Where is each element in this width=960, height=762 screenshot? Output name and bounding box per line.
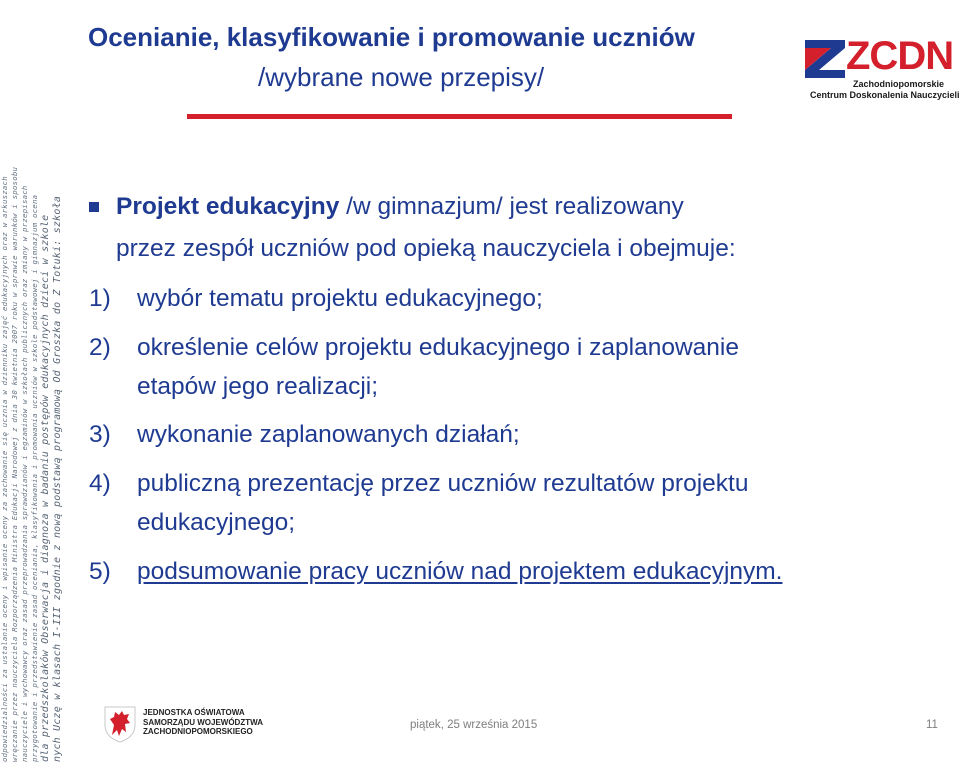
list-item-number: 2)	[89, 334, 111, 361]
footer-org-line: JEDNOSTKA OŚWIATOWA	[143, 708, 245, 717]
list-item-number: 3)	[89, 421, 111, 448]
handwriting-line: nych Uczę w klasach I-III zgodnie z nową podstawą programową Od Groszka do Z Totuki: szkoła	[51, 195, 63, 762]
list-item-number: 4)	[89, 470, 111, 497]
square-bullet-icon	[89, 202, 99, 212]
intro-line-2: przez zespół uczniów pod opieką nauczyciela i obejmuje:	[116, 235, 736, 262]
handwriting-line: wręczanie przez nauczyciela Rozporządzenia Ministra Edukacji Narodowej z dnia 30 kwietnia 2007 roku w sprawie warunków i sposobu	[9, 166, 19, 762]
handwriting-line: odpowiedzialności za ustalanie oceny i wpisanie oceny za zachowanie się ucznia w dzienniku zajęć edukacyjnych oraz w arkuszach	[0, 176, 10, 762]
list-item: wybór tematu projektu edukacyjnego;	[137, 285, 543, 312]
footer-organization	[143, 708, 263, 737]
list-item-number: 5)	[89, 558, 111, 585]
list-item-hyperlink[interactable]: podsumowanie pracy uczniów nad projektem edukacyjnym.	[137, 558, 783, 585]
zcdn-logo-wordmark: ZCDN	[846, 34, 954, 78]
list-item-continuation: etapów jego realizacji;	[137, 373, 379, 400]
slide-title: Ocenianie, klasyfikowanie i promowanie uczniów	[88, 22, 695, 52]
intro-text: /w gimnazjum/ jest realizowany	[339, 193, 684, 220]
zcdn-logo-subtitle-2: Centrum Doskonalenia Nauczycieli	[810, 90, 960, 100]
list-item: wykonanie zaplanowanych działań;	[137, 421, 520, 448]
footer-date: piątek, 25 września 2015	[410, 719, 538, 731]
intro-line-1	[116, 193, 684, 221]
list-item: określenie celów projektu edukacyjnego i zaplanowanie	[137, 334, 739, 361]
handwriting-line: przygotowanie i przedstawienie zasad oceniania, klasyfikowania i promowania uczniów w szkole podstawowej i gimnazjum ocena	[29, 194, 39, 762]
list-item-continuation: edukacyjnego;	[137, 509, 296, 536]
intro-bold-term: Projekt edukacyjny	[116, 193, 340, 220]
zcdn-logo-subtitle-1: Zachodniopomorskie	[853, 79, 945, 89]
footer-org-line: SAMORZĄDU WOJEWÓDZTWA	[143, 717, 263, 727]
slide-subtitle: /wybrane nowe przepisy/	[258, 62, 545, 92]
footer-org-line: ZACHODNIOPOMORSKIEGO	[143, 727, 253, 736]
handwriting-line: nauczyciele i wychowawcy oraz zasad przeprowadzania sprawdzianów i egzaminów w szkołach publicznych oraz zmiany w przepisach	[19, 185, 29, 762]
griffin-crest-icon	[103, 705, 137, 743]
list-item-number: 1)	[89, 285, 111, 312]
list-item: publiczną prezentację przez uczniów rezultatów projektu	[137, 470, 749, 497]
handwriting-line: dla przedszkolaków Obserwacja i diagnoza w badaniu postępów edukacyjnych dzieci w szkole	[39, 214, 51, 762]
page-number: 11	[926, 719, 938, 731]
